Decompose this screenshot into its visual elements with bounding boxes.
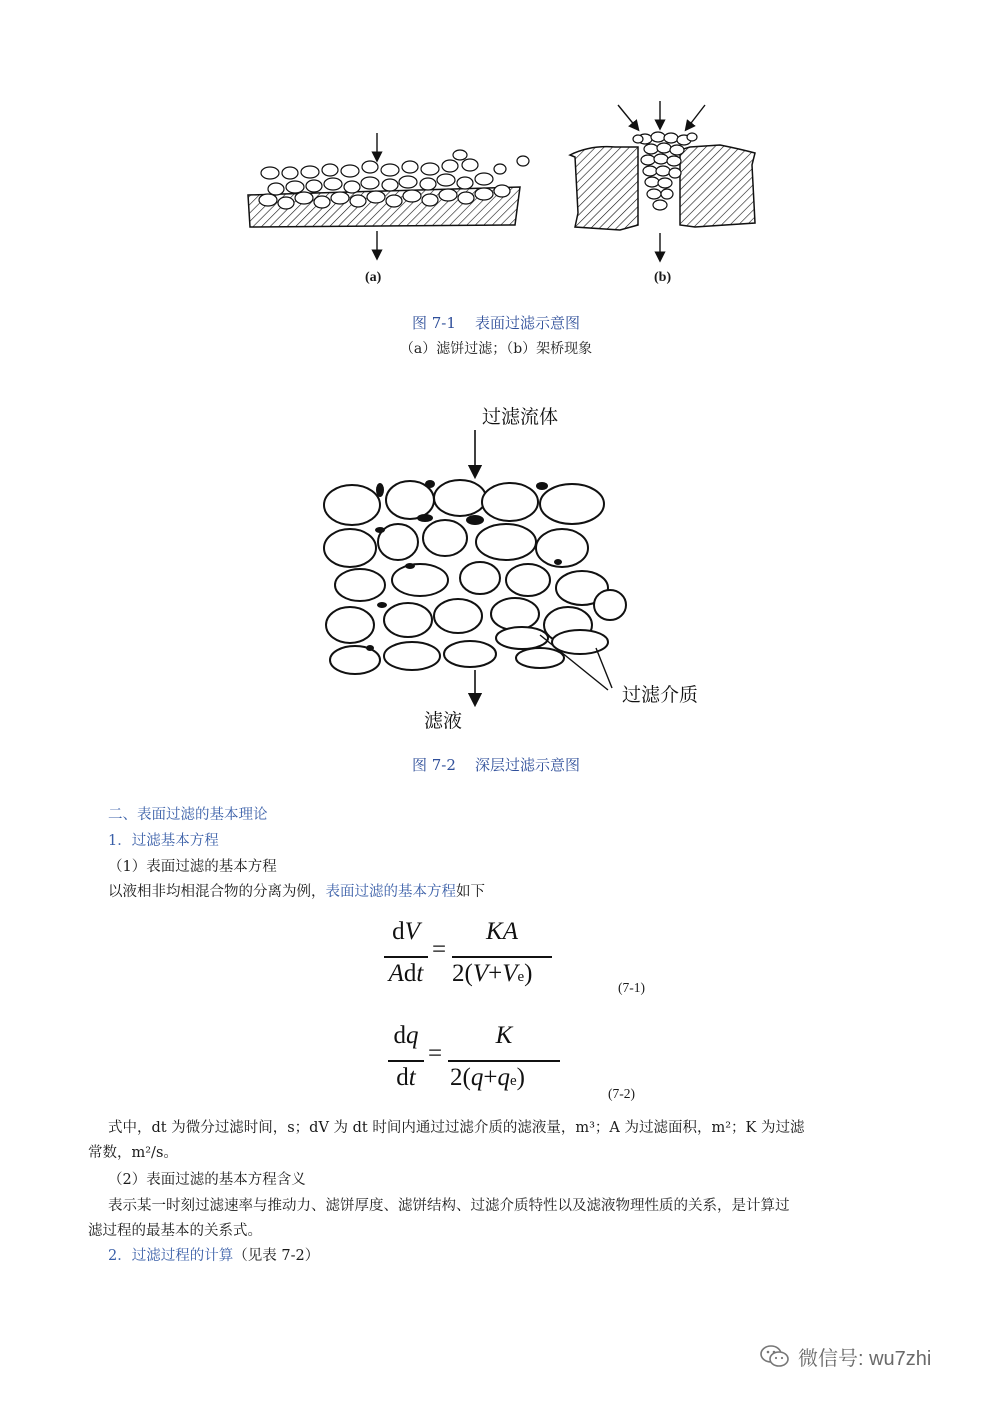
caption-number: 图 7-1 — [411, 314, 456, 332]
figure-label-filter-fluid: 过滤流体 — [482, 406, 559, 428]
equation-number-7-2: (7-2) — [608, 1086, 635, 1101]
subsection-heading-1-2: （2）表面过滤的基本方程含义 — [108, 1172, 306, 1188]
figure-label-filter-medium: 过滤介质 — [622, 684, 699, 706]
intro-link[interactable]: 表面过滤的基本方程 — [325, 884, 456, 900]
figure-label-b: (b) — [654, 270, 672, 285]
equation-7-1: dV Adt = KA 2(V+Ve) — [384, 918, 584, 998]
watermark — [760, 1342, 931, 1371]
figure-7-2-caption — [0, 754, 992, 775]
caption-number: 图 7-2 — [411, 756, 456, 774]
meaning-line-1: 表示某一时刻过滤速率与推动力、滤饼厚度、滤饼结构、过滤介质特性以及滤液物理性质的关系，是计算过 — [108, 1198, 790, 1214]
subsection-heading-1: 1．过滤基本方程 — [108, 833, 219, 849]
equation-number-7-1: (7-1) — [618, 980, 645, 995]
caption-title: 深层过滤示意图 — [475, 756, 581, 774]
intro-prefix: 以液相非均相混合物的分离为例， — [108, 884, 326, 900]
figure-label-filtrate: 滤液 — [424, 710, 463, 732]
figure-label-a: (a) — [365, 270, 382, 285]
definition-line-1: 式中，dt 为微分过滤时间，s；dV 为 dt 时间内通过过滤介质的滤液量，m³；A 为过滤面积，m²；K 为过滤 — [108, 1120, 805, 1136]
calculation-suffix: （见表 7-2） — [233, 1248, 320, 1264]
section-heading: 二、表面过滤的基本理论 — [108, 807, 268, 823]
figure-7-2-drawing — [310, 430, 710, 710]
figure-7-1-subcaption: （a）滤饼过滤；（b）架桥现象 — [399, 341, 593, 357]
cake-filtration-diagram — [248, 133, 529, 255]
definition-line-2: 常数，m²/s。 — [88, 1145, 178, 1161]
figure-7-1-drawing — [240, 95, 760, 295]
equation-7-2: dq dt = K 2(q+qe) — [388, 1022, 588, 1102]
calculation-link[interactable]: 2．过滤过程的计算 — [108, 1248, 234, 1264]
subsection-heading-1-1: （1）表面过滤的基本方程 — [108, 859, 277, 875]
intro-paragraph — [108, 880, 485, 904]
subsection-heading-2 — [108, 1244, 319, 1268]
figure-7-1-caption — [0, 312, 992, 333]
caption-title: 表面过滤示意图 — [475, 314, 581, 332]
wechat-icon — [760, 1344, 790, 1370]
meaning-line-2: 滤过程的最基本的关系式。 — [88, 1223, 262, 1239]
intro-suffix: 如下 — [456, 884, 485, 900]
watermark-text: 微信号: wu7zhi — [798, 1348, 932, 1370]
bridging-diagram — [570, 101, 755, 257]
